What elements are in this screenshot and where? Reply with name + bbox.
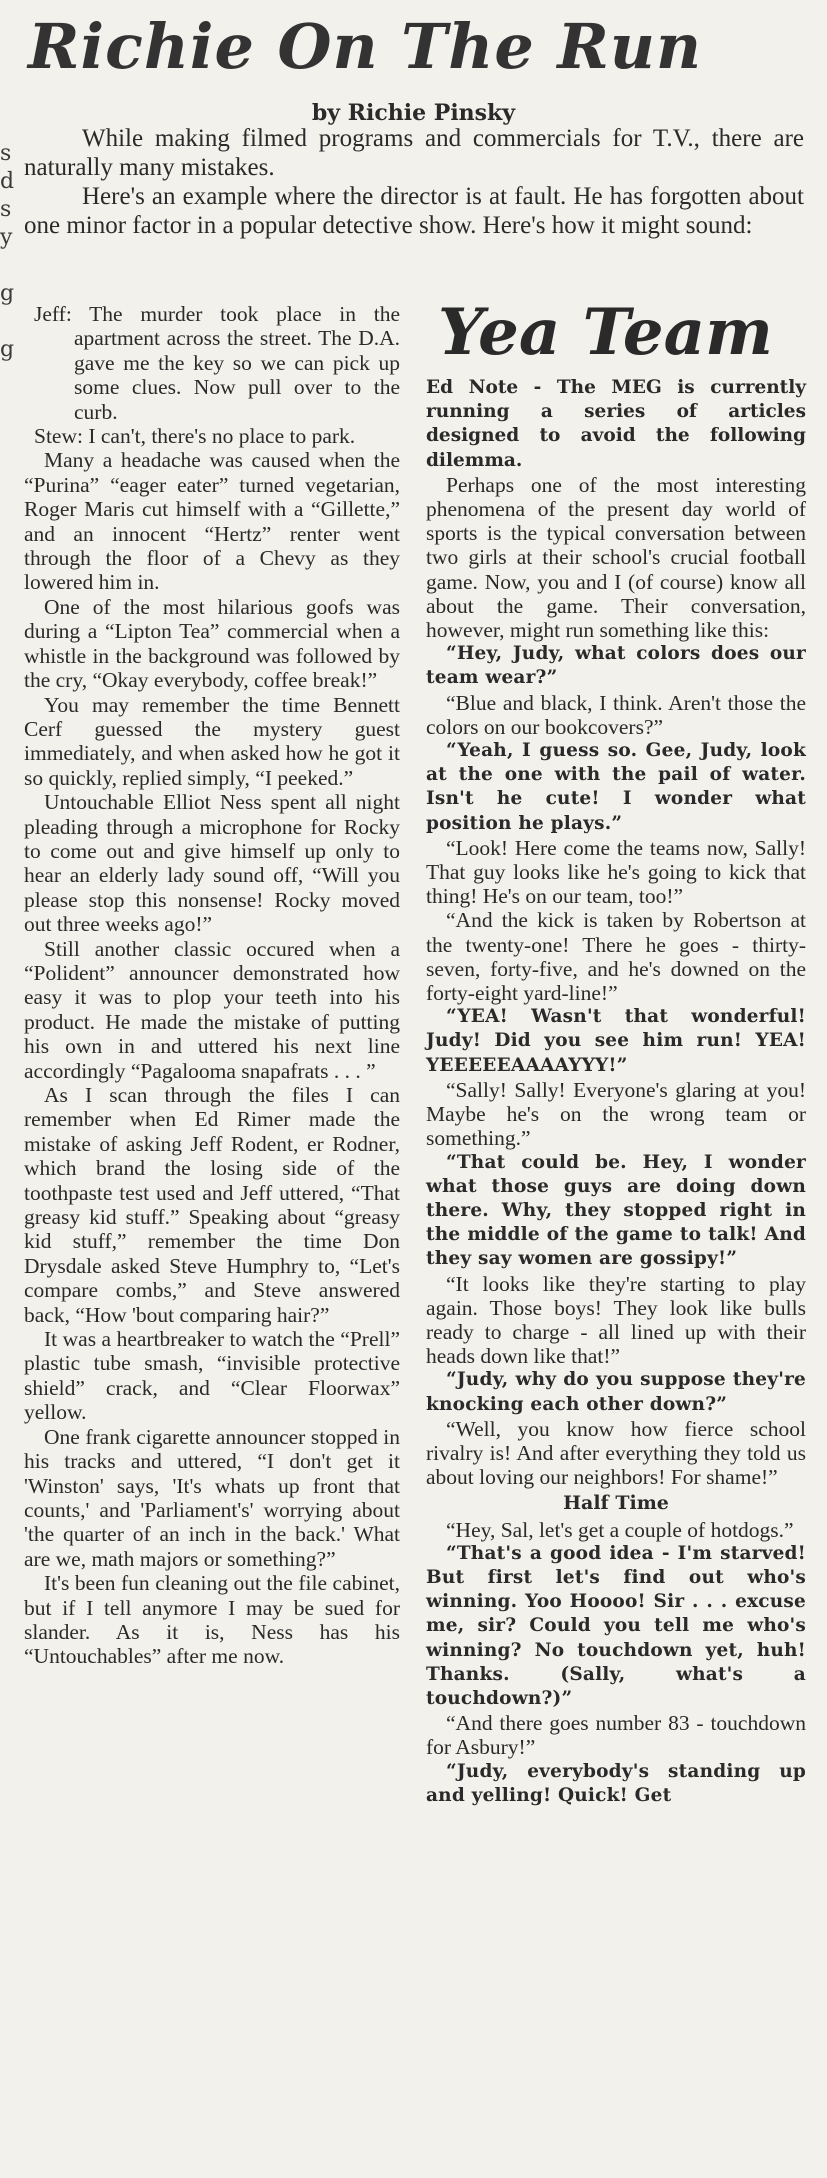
- article-paragraph: One of the most hilarious goofs was during a “Lipton Tea” commercial when a whistle in the background was followed by the cry, “Okay everybody, coffee break!”: [24, 594, 400, 693]
- intro-paragraph: Here's an example where the director is at fault. He has forgotten about one minor factor in a popular detective show. Here's how it might sound:: [24, 183, 804, 239]
- article-paragraph: Many a headache was caused when the “Purina” “eager eater” turned vegetarian, Roger Maris cut himself with a “Gillette,” and an innocent “Hertz” renter went through the floor of a Chevy as they lowered him in.: [24, 448, 400, 595]
- article-intro: [24, 124, 804, 240]
- edge-fragment: s: [0, 197, 12, 222]
- article-paragraph: “Well, you know how fierce school rivalry is! And after everything they told us about loving our neighbors! For shame!”: [426, 1416, 806, 1490]
- article-paragraph: Untouchable Elliot Ness spent all night pleading through a microphone for Rocky to come out and give himself up only to hear an elderly lady sound off, “Will you please stop this nonsense! Rocky moved out three weeks ago!”: [24, 790, 400, 937]
- edge-fragment: [0, 252, 14, 280]
- article-paragraph: Jeff: The murder took place in the apartment across the street. The D.A. gave me the key so we can pick up some clues. Now pull over to the curb.: [34, 302, 400, 424]
- article-paragraph: You may remember the time Bennett Cerf guessed the mystery guest immediately, and when asked how he got it so quickly, replied simply, “I peeked.”: [24, 692, 400, 790]
- edge-fragment: g: [0, 337, 14, 362]
- right-column: [426, 294, 806, 1808]
- article-paragraph: Stew: I can't, there's no place to park.: [34, 424, 356, 449]
- article-paragraph: It was a heartbreaker to watch the “Prell” plastic tube smash, “invisible protective shield” crack, and “Clear Floorwax” yellow.: [24, 1327, 400, 1425]
- edge-fragment: y: [0, 225, 13, 250]
- edge-fragment: g: [0, 281, 14, 306]
- article-paragraph: “Hey, Judy, what colors does our team wear?”: [426, 643, 806, 689]
- article-paragraph: “Sally! Sally! Everyone's glaring at you! Maybe he's on the wrong team or something.”: [426, 1077, 806, 1151]
- article-paragraph: “Yeah, I guess so. Gee, Judy, look at the one with the pail of water. Isn't he cute! I wonder what position he plays.”: [426, 740, 806, 834]
- article-paragraph: “That's a good idea - I'm starved! But first let's find out who's winning. Yoo Hoooo! Sir . . . excuse me, sir? Could you tell me who's winning? No touchdown yet, huh! Thanks. (Sally, what's a touchdown?)”: [426, 1542, 806, 1709]
- article-paragraph: “That could be. Hey, I wonder what those guys are doing down there. Why, they stopped right in the middle of the game to talk! And they say women are gossipy!”: [426, 1151, 806, 1270]
- article-paragraph: “And the kick is taken by Robertson at the twenty-one! There he goes - thirty-seven, forty-five, and he's downed on the forty-eight yard-line!”: [426, 908, 806, 1006]
- article-paragraph: “Judy, everybody's standing up and yelling! Quick! Get: [426, 1760, 806, 1806]
- left-column: [24, 302, 400, 1669]
- article-paragraph: “Look! Here come the teams now, Sally! That guy looks like he's going to kick that thing! He's on our team, too!”: [426, 835, 806, 909]
- article-headline: Richie On The Run: [28, 10, 703, 83]
- article-paragraph: “Hey, Sal, let's get a couple of hotdogs.”: [446, 1517, 794, 1542]
- clipped-edge-text: [0, 140, 14, 400]
- article-paragraph: Still another classic occured when a “Polident” announcer demonstrated how easy it was to plop your teeth into his product. He made the mistake of putting his own in and uttered his next line accordingly “Pagalooma snapafrats . . . ”: [24, 936, 400, 1083]
- article-paragraph: As I scan through the files I can remember when Ed Rimer made the mistake of asking Jeff Rodent, er Rodner, which brand the losing side of the toothpaste test used and Jeff uttered, “That greasy kid stuff.” Speaking about “greasy kid stuff,” remember the time Don Drysdale asked Steve Humphry to, “Let's compare combs,” and Steve answered back, “How 'bout comparing hair?”: [24, 1083, 400, 1327]
- article-paragraph: “And there goes number 83 - touchdown for Asbury!”: [426, 1711, 806, 1760]
- article-paragraph: “Judy, why do you suppose they're knocking each other down?”: [426, 1369, 806, 1415]
- article-paragraph: “YEA! Wasn't that wonderful! Judy! Did you see him run! YEA! YEEEEEAAAAYYY!”: [426, 1006, 806, 1076]
- article-byline: by Richie Pinsky: [311, 100, 516, 126]
- article-paragraph: Ed Note - The MEG is currently running a series of articles designed to avoid the following dilemma.: [426, 377, 806, 471]
- section-subhead: Half Time: [563, 1492, 669, 1515]
- article-paragraph: It's been fun cleaning out the file cabinet, but if I tell anymore I may be sued for slander. As it is, Ness has his “Untouchables” after me now.: [24, 1571, 400, 1669]
- edge-fragment: [0, 308, 14, 336]
- article-paragraph: One frank cigarette announcer stopped in his tracks and uttered, “I don't get it 'Winston' says, 'It's whats up front that counts,' and 'Parliament's' worrying about 'the quarter of an inch in the back.' What are we, math majors or something?”: [24, 1424, 400, 1571]
- yea-team-article: [426, 376, 806, 1808]
- article-paragraph: “Blue and black, I think. Aren't those the colors on our bookcovers?”: [426, 690, 806, 739]
- intro-paragraph: While making filmed programs and commercials for T.V., there are naturally many mistakes.: [24, 125, 804, 181]
- edge-fragment: s: [0, 141, 12, 166]
- article-paragraph: “It looks like they're starting to play again. Those boys! They look like bulls ready to charge - all lined up with their heads down like that!”: [426, 1271, 806, 1369]
- article-paragraph: Perhaps one of the most interesting phenomena of the present day world of sports is the typical conversation between two girls at their school's crucial football game. Now, you and I (of course) know all about the game. Their conversation, however, might run something like this:: [426, 472, 806, 643]
- edge-fragment: d: [0, 169, 14, 194]
- yea-team-headline: Yea Team: [438, 295, 773, 370]
